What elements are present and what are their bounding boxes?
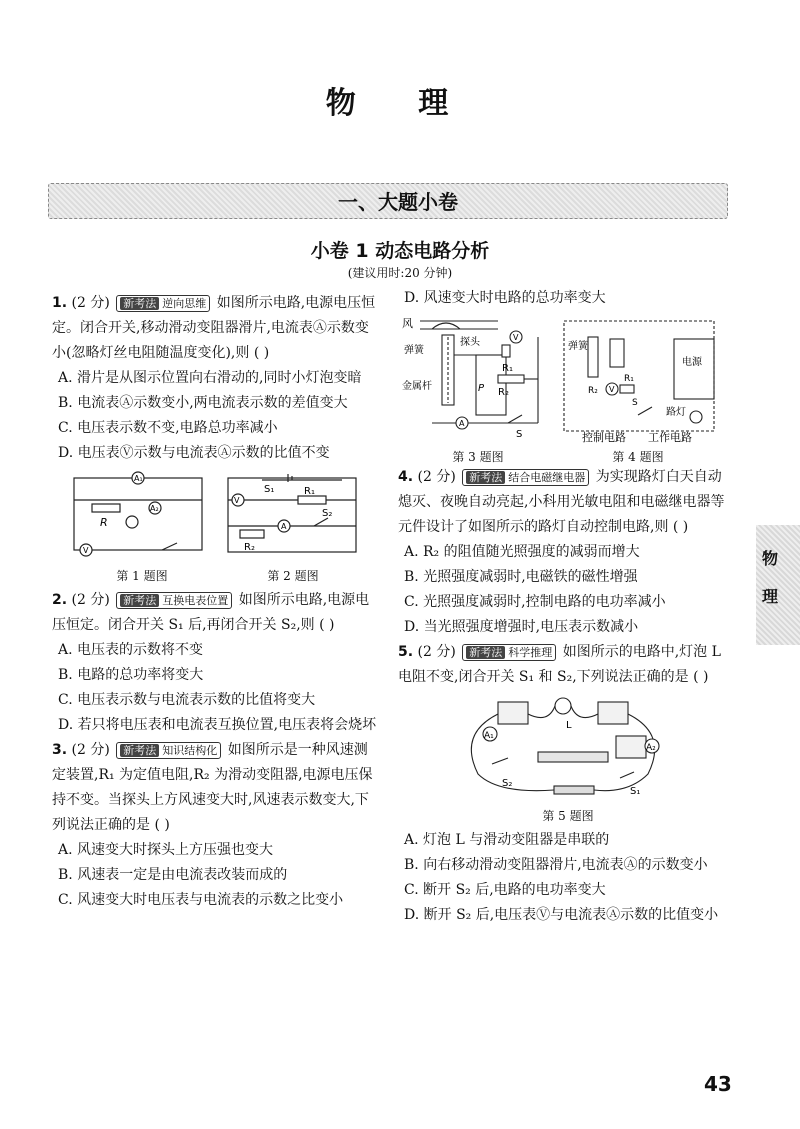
option: D. 风速变大时电路的总功率变大 [404,290,606,306]
question-5 [398,640,733,690]
option: A. 电压表的示数将不变 [58,642,204,658]
fig2-label-s2: S₂ [322,508,333,519]
fig4-label-power: 电源 [682,357,702,368]
question-stem: 如图所示的电路中,灯泡 L 电阻不变,闭合开关 S₁ 和 S₂,下列说法正确的是 ( ) [398,644,721,685]
section-title: 一、大题小卷 [338,190,458,214]
question-score: (2 分) [417,644,456,660]
figure-1-circuit [52,470,372,566]
fig3-label-wind: 风 [402,317,413,330]
tag-label: 知识结构化 [162,744,218,757]
option: D. 断开 S₂ 后,电压表Ⓥ与电流表Ⓐ示数的比值变小 [404,907,719,923]
fig3-label-r1: R₁ [502,363,513,374]
figures-3-4 [398,315,733,465]
fig1-label-r: R [100,516,108,529]
fig1-label-v: V [83,546,89,555]
option: C. 光照强度减弱时,控制电路的电功率减小 [404,594,666,610]
fig3-label-a: A [459,419,465,428]
question-score: (2 分) [71,742,110,758]
option: B. 电路的总功率将变大 [58,667,204,683]
fig4-label-r2: R₂ [588,386,598,396]
question-number: 2. [52,592,68,608]
option: B. 风速表一定是由电流表改装而成的 [58,867,288,883]
fig5-label-a1: A₁ [484,731,494,741]
question-number: 5. [398,644,414,660]
fig5-label-l: L [566,720,572,731]
option: A. 灯泡 L 与滑动变阻器是串联的 [404,832,610,848]
question-3 [52,738,380,838]
figures-1-2 [52,470,380,588]
tag-label: 逆向思维 [162,297,207,310]
question-stem: 如图所示电路,电源电压恒定。闭合开关,移动滑动变阻器滑片,电流表Ⓐ示数变小(忽略灯丝电阻随温度变化),则 ( ) [52,295,376,361]
fig2-label-s1: S₁ [264,484,275,495]
question-stem: 如图所示是一种风速测定装置,R₁ 为定值电阻,R₂ 为滑动变阻器,电源电压保持不变。当探头上方风速变大时,风速表示数变大,下列说法正确的是 ( ) [52,742,373,833]
question-4 [398,465,733,540]
option: C. 断开 S₂ 后,电路的电功率变大 [404,882,606,898]
tag-key: 新考法 [466,471,505,484]
tag-key: 新考法 [466,646,505,659]
tag-key: 新考法 [120,297,159,310]
question-number: 3. [52,742,68,758]
fig4-label-r1: R₁ [624,374,634,384]
fig3-label-probe: 探头 [460,337,480,348]
tag-key: 新考法 [120,744,159,757]
option: D. 当光照强度增强时,电压表示数减小 [404,619,639,635]
question-score: (2 分) [417,469,456,485]
suggested-time: (建议用时:20 分钟) [347,266,453,280]
figure-3-4-circuits [398,315,728,443]
tag-label: 互换电表位置 [162,594,229,607]
option: C. 电压表示数不变,电路总功率减小 [58,420,278,436]
fig2-label-v: V [234,496,240,505]
option: C. 风速变大时电压表与电流表的示数之比变小 [58,892,344,908]
fig3-label-v: V [513,333,519,342]
fig1-label-a1: A₁ [134,474,143,483]
fig3-label-s: S [516,429,523,440]
question-stem: 如图所示电路,电源电压恒定。闭合开关 S₁ 后,再闭合开关 S₂,则 ( ) [52,592,370,633]
figure-3-caption: 第 3 题图 [452,450,504,464]
question-stem: 为实现路灯白天自动熄灭、夜晚自动亮起,小科用光敏电阻和电磁继电器等元件设计了如图所示的路灯自动控制电路,则 ( ) [398,469,725,535]
question-tag [462,469,589,486]
right-column [398,286,733,928]
quiz-subtitle: 小卷 1 动态电路分析 [310,240,490,262]
fig4-label-v: V [609,385,615,394]
option: B. 向右移动滑动变阻器滑片,电流表Ⓐ的示数变小 [404,857,708,873]
fig4-label-control: 控制电路 [582,431,626,443]
tag-key: 新考法 [120,594,159,607]
question-tag [116,295,210,312]
fig4-label-s: S [632,398,638,408]
fig3-label-rod: 金属杆 [402,381,432,392]
option: B. 光照强度减弱时,电磁铁的磁性增强 [404,569,638,585]
question-score: (2 分) [71,295,110,311]
option: D. 电压表Ⓥ示数与电流表Ⓐ示数的比值不变 [58,445,330,461]
question-2 [52,588,380,638]
option: B. 电流表Ⓐ示数变小,两电流表示数的差值变大 [58,395,348,411]
fig5-label-a2: A₂ [646,743,656,753]
figure-5-caption: 第 5 题图 [542,809,594,823]
fig5-label-s1: S₁ [630,786,641,797]
fig3-label-p: P [478,383,485,394]
question-tag [462,644,556,661]
fig3-label-spring: 弹簧 [404,345,424,356]
figure-4-caption: 第 4 题图 [612,450,664,464]
fig2-label-r1: R₁ [304,486,315,497]
tag-label: 科学推理 [508,646,553,659]
question-1 [52,291,380,366]
left-column [52,291,380,913]
fig2-label-a: A [281,522,287,531]
option: A. 滑片是从图示位置向右滑动的,同时小灯泡变暗 [58,370,362,386]
page-title: 物 理 [325,86,475,121]
option: C. 电压表示数与电流表示数的比值将变大 [58,692,316,708]
fig4-label-lamp: 路灯 [666,407,686,418]
fig4-label-spring: 弹簧 [568,341,588,352]
side-tab-label: 物理 [762,549,779,606]
option: A. 风速变大时探头上方压强也变大 [58,842,274,858]
option: A. R₂ 的阻值随光照强度的减弱而增大 [404,544,640,560]
figure-1-caption: 第 1 题图 [116,569,168,583]
figure-5-circuit [398,694,728,804]
question-number: 4. [398,469,414,485]
fig5-label-s2: S₂ [502,778,513,789]
page-number: 43 [704,1072,732,1096]
question-tag [116,592,232,609]
figure-2-caption: 第 2 题图 [267,569,319,583]
option: D. 若只将电压表和电流表互换位置,电压表将会烧坏 [58,717,377,733]
fig3-label-r2: R₂ [498,387,509,398]
question-score: (2 分) [71,592,110,608]
figure-5 [398,694,733,828]
tag-label: 结合电磁继电器 [508,471,586,484]
fig4-label-work: 工作电路 [648,431,692,443]
fig1-label-a2: A₂ [150,504,159,513]
question-number: 1. [52,295,68,311]
question-tag [116,742,221,759]
fig2-label-r2: R₂ [244,542,255,553]
